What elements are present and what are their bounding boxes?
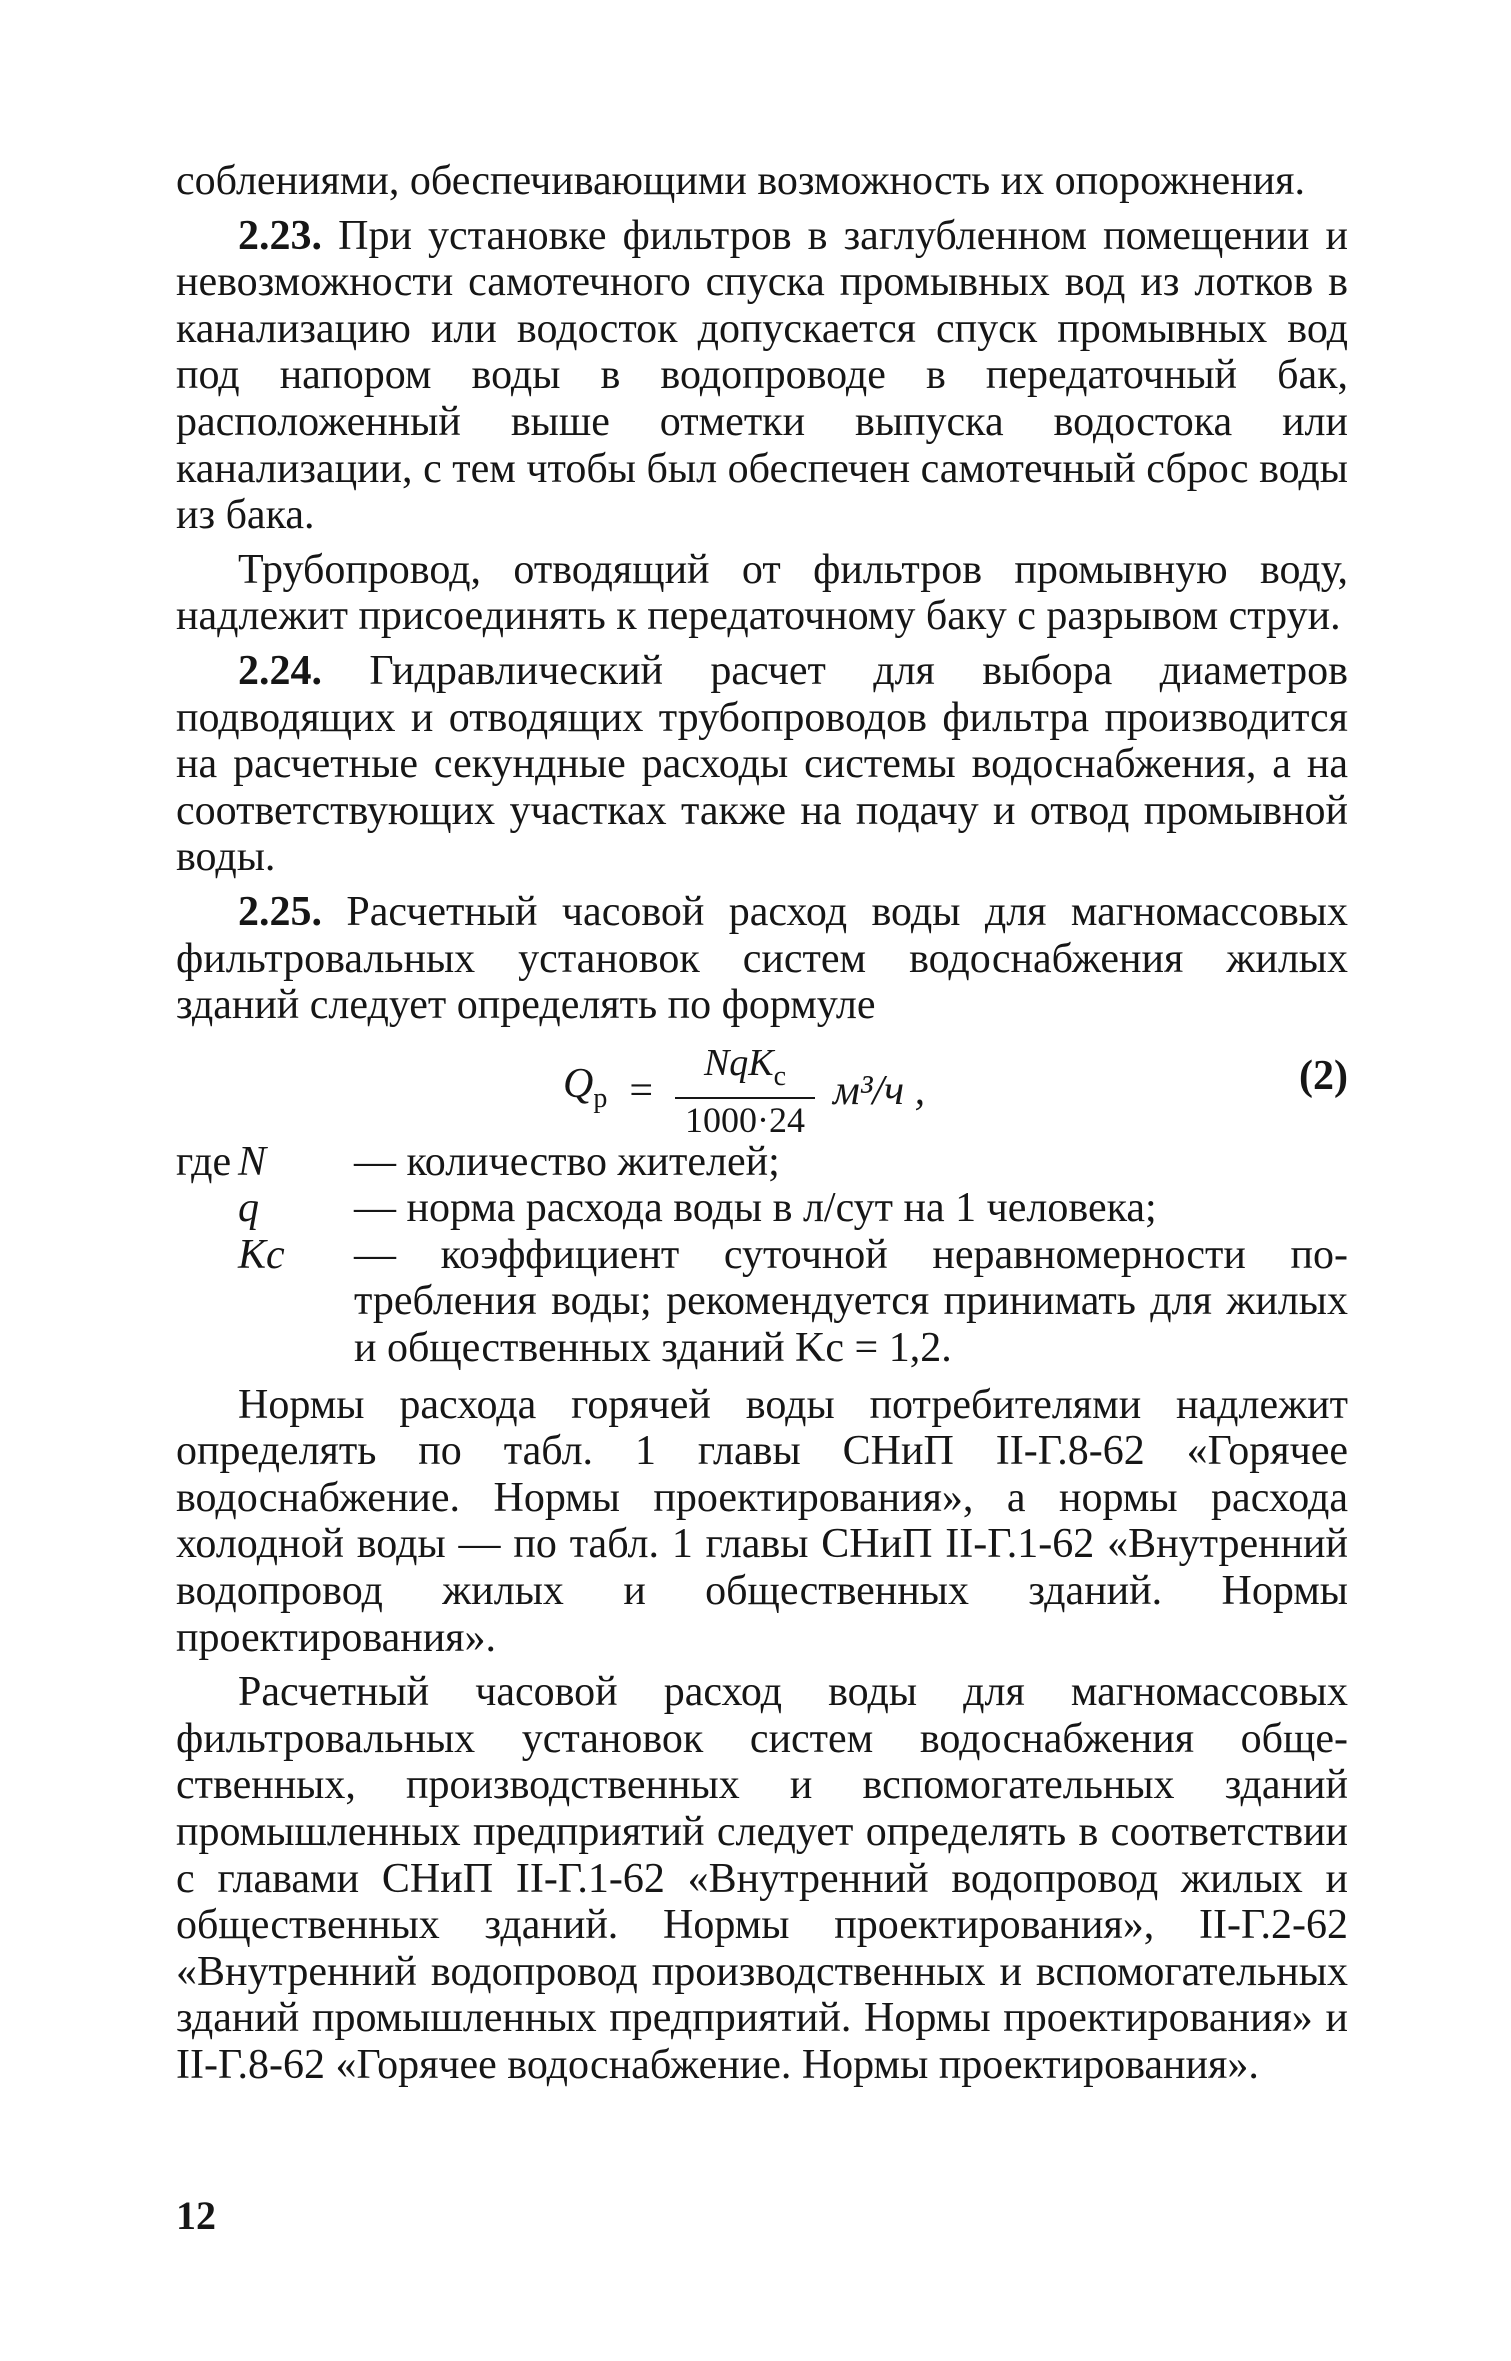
formula-number: (2) bbox=[1299, 1052, 1348, 1099]
variable-definitions bbox=[176, 1139, 1348, 1372]
definition-item bbox=[176, 1232, 1348, 1372]
definition-lead bbox=[176, 1185, 238, 1232]
definition-item bbox=[176, 1185, 1348, 1232]
formula-lhs: $Q_р$ bbox=[563, 1060, 608, 1114]
formula-numerator-subscript: с bbox=[773, 1060, 787, 1092]
paragraph-continuation: соблениями, обеспечивающими возможность их опорожнения. bbox=[176, 158, 1305, 204]
paragraph-2-25 bbox=[176, 889, 1348, 1029]
definition-text: — количество жителей; bbox=[354, 1138, 780, 1185]
formula-fraction bbox=[675, 1043, 815, 1141]
formula-denominator: 1000·24 bbox=[685, 1099, 806, 1140]
definition-symbol: Kс bbox=[238, 1231, 285, 1278]
paragraph-text: Расчетный часовой расход воды для магномассовых фильтровальных установок систем водоснабжения жилых зданий следует определять по формуле bbox=[176, 888, 1348, 1029]
paragraph-2-23 bbox=[176, 213, 1348, 539]
definition-symbol: N bbox=[238, 1138, 267, 1185]
definition-lead bbox=[176, 1232, 238, 1372]
body-text bbox=[176, 158, 1348, 2097]
paragraph-text: При установке фильтров в заглубленном помещении и невозможности самотечного спуска промывных вод из лотков в канализацию или водосток допускается спуск промывных вод под напором воды в водопроводе в передаточный бак, расположенный выше отметки выпуска водостока или канализации, с тем чтобы был обеспечен самотечный сброс воды из бака. bbox=[176, 212, 1348, 539]
paragraph-2-24 bbox=[176, 648, 1348, 881]
clause-number: 2.24. bbox=[238, 647, 322, 694]
paragraph-text: Гидравлический расчет для выбора диаметров подводящих и отводящих трубопроводов фильтра производится на расчетные секундные расходы системы водоснабжения, а на соответствующих участках также на подачу и отвод промывной воды. bbox=[176, 647, 1348, 881]
definition-text: — норма расхода воды в л/сут на 1 человека; bbox=[354, 1185, 1157, 1232]
paragraph-norms: Нормы расхода горячей воды потребителями надлежит определять по табл. 1 главы СНиП II-Г.8-62 «Горячее водоснабжение. Нормы проектирования», а нормы расхода холодной воды — по табл. 1 главы СНиП II-Г.1-62 «Внутренний водопровод жилых и общественных зданий. Нормы проектирования». bbox=[176, 1381, 1348, 1661]
formula-unit: м³/ч , bbox=[833, 1068, 926, 1115]
definition-lead: где bbox=[176, 1138, 232, 1185]
definition-text: — коэффициент суточной неравномерности потребления воды; рекомендуется принимать для жилых и общественных зданий Kс = 1,2. bbox=[354, 1231, 1348, 1372]
formula-expression bbox=[563, 1043, 925, 1141]
definition-item bbox=[176, 1139, 1348, 1186]
page-number: 12 bbox=[176, 2193, 216, 2238]
formula-numerator: NqK$_с$ bbox=[703, 1041, 787, 1092]
paragraph-calculation: Расчетный часовой расход воды для магномассовых фильтровальных установок систем водоснабжения общественных, производственных и вспомогательных зданий промышленных предприятий следует определять в соответствии с главами СНиП II-Г.1-62 «Внутренний водопровод жилых и общественных зданий. Нормы проектирования», II-Г.2-62 «Внутренний водопровод производственных и вспомогательных зданий промышленных предприятий. Нормы проектирования» и II-Г.8-62 «Горячее водоснабжение. Нормы проектирования». bbox=[176, 1669, 1348, 2088]
paragraph-pipeline: Трубопровод, отводящий от фильтров промывную воду, надлежит присоединять к передаточному баку с разрывом струи. bbox=[176, 546, 1348, 640]
formula-lhs-subscript: р bbox=[593, 1082, 608, 1114]
definition-symbol: q bbox=[238, 1185, 259, 1232]
formula-equals: = bbox=[629, 1068, 654, 1115]
clause-number: 2.23. bbox=[238, 212, 322, 259]
formula-2 bbox=[176, 1037, 1348, 1140]
clause-number: 2.25. bbox=[238, 888, 322, 935]
